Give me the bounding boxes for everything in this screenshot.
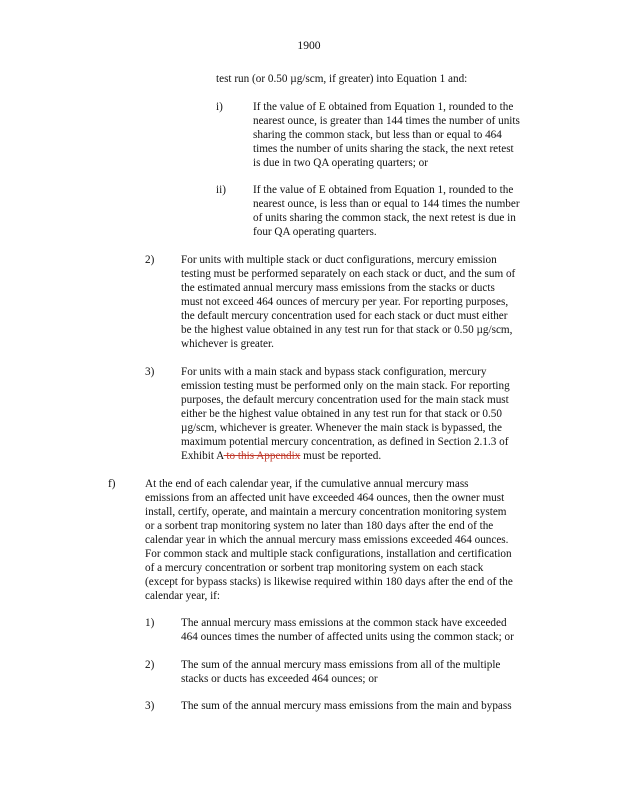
text-line: either be the highest value obtained in any test run for that stack or 0.50 xyxy=(181,408,502,420)
text-line: The sum of the annual mercury mass emissions from the main and bypass xyxy=(181,700,512,712)
strikethrough-deletion: to this Appendix xyxy=(223,450,301,462)
text-line: stacks or ducts has exceeded 464 ounces; or xyxy=(181,673,378,685)
text-line: four QA operating quarters. xyxy=(253,226,377,238)
text-line: emission testing must be performed only on the main stack. For reporting xyxy=(181,380,510,392)
text-line: install, certify, operate, and maintain a mercury concentration monitoring system xyxy=(145,506,507,518)
text-line: nearest ounce, is less than or equal to 144 times the number xyxy=(253,198,520,210)
text-line: The annual mercury mass emissions at the common stack have exceeded xyxy=(181,617,507,629)
roman-item-label: i) xyxy=(216,101,223,113)
text-line: At the end of each calendar year, if the cumulative annual mercury mass xyxy=(145,478,469,490)
text-line: nearest ounce, is greater than 144 times the number of units xyxy=(253,115,520,127)
text-line: The sum of the annual mercury mass emissions from all of the multiple xyxy=(181,659,501,671)
item-label: 2) xyxy=(145,659,155,671)
text-line: 464 ounces times the number of affected units using the common stack; or xyxy=(181,631,514,643)
text-line: the estimated annual mercury mass emissions from the stacks or ducts xyxy=(181,282,495,294)
text-line: the default mercury concentration used for each stack or duct must either xyxy=(181,310,508,322)
intro-line: test run (or 0.50 µg/scm, if greater) into Equation 1 and: xyxy=(216,73,468,85)
text-line: (except for bypass stacks) is likewise required within 180 days after the end of the xyxy=(145,576,513,588)
text-line: For units with a main stack and bypass stack configuration, mercury xyxy=(181,366,487,378)
page-number: 1900 xyxy=(297,39,321,52)
item-label: 3) xyxy=(145,366,155,378)
text-line: For units with multiple stack or duct configurations, mercury emission xyxy=(181,254,497,266)
text-line: maximum potential mercury concentration, as defined in Section 2.1.3 of xyxy=(181,436,509,448)
text-line: sharing the common stack, but less than or equal to 464 xyxy=(253,129,502,141)
text-line: be the highest value obtained in any test run for that stack or 0.50 µg/scm, xyxy=(181,324,513,336)
text-line: If the value of E obtained from Equation 1, rounded to the xyxy=(253,101,514,113)
item-label: 2) xyxy=(145,254,155,266)
text-line: purposes, the default mercury concentration used for the main stack must xyxy=(181,394,509,406)
text-suffix: must be reported. xyxy=(300,450,382,462)
text-line: testing must be performed separately on each stack or duct, and the sum of xyxy=(181,268,516,280)
text-line: of a mercury concentration or sorbent trap monitoring system on each stack xyxy=(145,562,484,574)
text-line: times the number of units sharing the stack, the next retest xyxy=(253,143,514,155)
text-line xyxy=(181,450,381,464)
text-line: For common stack and multiple stack configurations, installation and certification xyxy=(145,548,512,560)
item-label: 1) xyxy=(145,617,155,629)
text-line: or a sorbent trap monitoring system no later than 180 days after the end of the xyxy=(145,520,494,532)
text-line: whichever is greater. xyxy=(181,338,274,350)
text-line: emissions from an affected unit have exceeded 464 ounces, then the owner must xyxy=(145,492,505,504)
text-line: is due in two QA operating quarters; or xyxy=(253,157,428,169)
text-line: must not exceed 464 ounces of mercury per year. For reporting purposes, xyxy=(181,296,509,308)
roman-item-label: ii) xyxy=(216,184,226,196)
text-line: µg/scm, whichever is greater. Whenever the main stack is bypassed, the xyxy=(181,422,502,434)
item-label: 3) xyxy=(145,700,155,712)
text-line: calendar year, if: xyxy=(145,590,221,602)
text-prefix: Exhibit A xyxy=(181,450,224,462)
text-line: If the value of E obtained from Equation 1, rounded to the xyxy=(253,184,514,196)
item-label: f) xyxy=(108,478,116,490)
text-line: calendar year in which the annual mercury mass emissions exceeded 464 ounces. xyxy=(145,534,509,546)
text-line: of units sharing the common stack, the next retest is due in xyxy=(253,212,516,224)
